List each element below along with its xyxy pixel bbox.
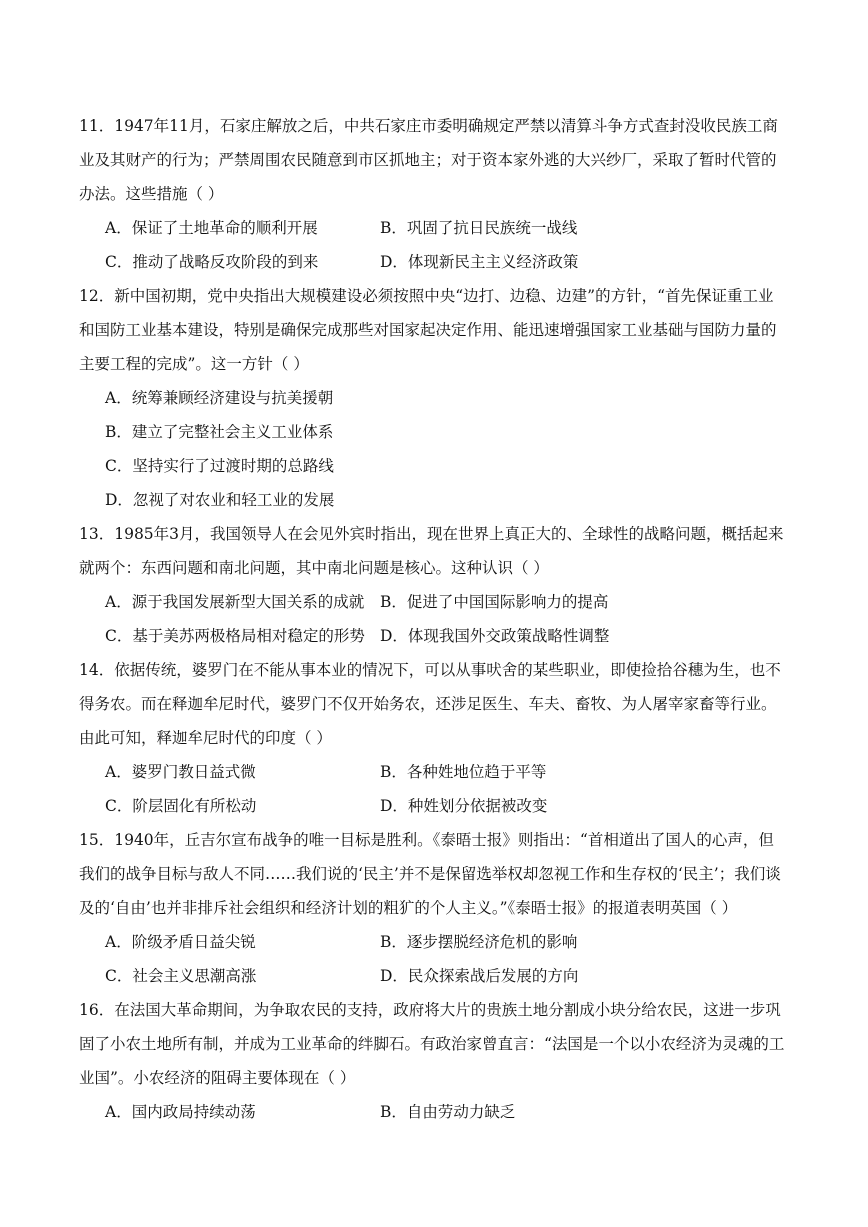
question-15-option-d: D．民众探索战后发展的方向 (380, 967, 579, 985)
question-14 (79, 653, 788, 823)
question-11-options-row-2 (79, 245, 788, 279)
question-12-option-d: D．忽视了对农业和轻工业的发展 (105, 491, 335, 509)
question-15-option-b: B．逐步摆脱经济危机的影响 (380, 933, 578, 951)
question-16 (79, 993, 788, 1129)
question-11-options-row-1 (79, 211, 788, 245)
question-14-option-a: A．婆罗门教日益式微 (105, 763, 256, 781)
question-13-options-row-2 (79, 619, 788, 653)
question-15-options-row-1 (79, 925, 788, 959)
question-11-option-a: A．保证了土地革命的顺利开展 (105, 219, 318, 237)
question-15-options-row-2 (79, 959, 788, 993)
question-13-option-b: B．促进了中国国际影响力的提高 (380, 593, 609, 611)
question-13-option-c: C．基于美苏两极格局相对稳定的形势 (105, 627, 365, 645)
question-12 (79, 279, 788, 517)
question-14-option-d: D．种姓划分依据被改变 (380, 797, 548, 815)
question-16-option-a: A．国内政局持续动荡 (105, 1103, 256, 1121)
question-14-option-b: B．各种姓地位趋于平等 (380, 763, 547, 781)
question-12-option-b: B．建立了完整社会主义工业体系 (105, 423, 334, 441)
question-11 (79, 109, 788, 279)
question-15-option-a: A．阶级矛盾日益尖锐 (105, 933, 256, 951)
question-13-stem: 13．1985年3月，我国领导人在会见外宾时指出，现在世界上真正大的、全球性的战略问题，概括起来就两个：东西问题和南北问题，其中南北问题是核心。这种认识（ ） (79, 525, 784, 577)
question-11-option-b: B．巩固了抗日民族统一战线 (380, 219, 578, 237)
question-16-option-b: B．自由劳动力缺乏 (380, 1103, 516, 1121)
question-13-option-d: D．体现我国外交政策战略性调整 (380, 627, 610, 645)
question-15 (79, 823, 788, 993)
question-13-options-row-1 (79, 585, 788, 619)
question-14-option-c: C．阶层固化有所松动 (105, 797, 257, 815)
question-12-option-c: C．坚持实行了过渡时期的总路线 (105, 457, 334, 475)
question-14-options-row-1 (79, 755, 788, 789)
question-14-stem: 14．依据传统，婆罗门在不能从事本业的情况下，可以从事吠舍的某些职业，即使捡拾谷穗为生，也不得务农。而在释迦牟尼时代，婆罗门不仅开始务农，还涉足医生、车夫、畜牧、为人屠宰家畜等行业。由此可知，释迦牟尼时代的印度（ ） (79, 661, 781, 747)
question-15-option-c: C．社会主义思潮高涨 (105, 967, 257, 985)
question-12-stem: 12．新中国初期，党中央指出大规模建设必须按照中央“边打、边稳、边建”的方针，“首先保证重工业和国防工业基本建设，特别是确保完成那些对国家起决定作用、能迅速增强国家工业基础与国防力量的主要工程的完成”。这一方针（ ） (79, 287, 777, 373)
question-13-option-a: A．源于我国发展新型大国关系的成就 (105, 593, 365, 611)
question-16-stem: 16．在法国大革命期间，为争取农民的支持，政府将大片的贵族土地分割成小块分给农民，这进一步巩固了小农土地所有制，并成为工业革命的绊脚石。有政治家曾直言：“法国是一个以小农经济为灵魂的工业国”。小农经济的阻碍主要体现在（ ） (79, 1001, 785, 1087)
question-14-options-row-2 (79, 789, 788, 823)
question-11-option-c: C．推动了战略反攻阶段的到来 (105, 253, 319, 271)
question-12-option-a: A．统筹兼顾经济建设与抗美援朝 (105, 389, 334, 407)
question-13 (79, 517, 788, 653)
question-16-options-row-1 (79, 1095, 788, 1129)
question-15-stem: 15．1940年，丘吉尔宣布战争的唯一目标是胜利。《泰晤士报》则指出：“首相道出了国人的心声，但我们的战争目标与敌人不同……我们说的‘民主’并不是保留选举权却忽视工作和生存权的‘民主’；我们谈及的‘自由’也并非排斥社会组织和经济计划的粗犷的个人主义。”《泰晤士报》的报道表明英国（ ） (79, 831, 781, 917)
question-11-stem: 11．1947年11月，石家庄解放之后，中共石家庄市委明确规定严禁以清算斗争方式查封没收民族工商业及其财产的行为；严禁周围农民随意到市区抓地主；对于资本家外逃的大兴纱厂，采取了暂时代管的办法。这些措施（ ） (79, 117, 778, 203)
question-11-option-d: D．体现新民主主义经济政策 (380, 253, 579, 271)
